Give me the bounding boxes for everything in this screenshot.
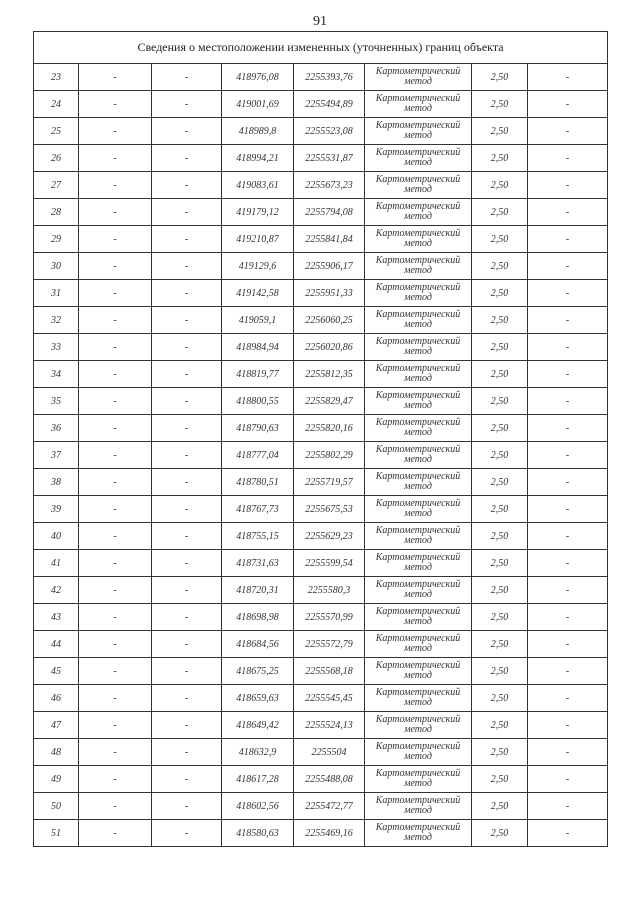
point-number-cell: 29 (34, 226, 79, 253)
method-cell: Картометрический метод (365, 739, 472, 766)
accuracy-cell: 2,50 (472, 442, 528, 469)
method-cell: Картометрический метод (365, 91, 472, 118)
prev-y-cell: - (152, 766, 222, 793)
method-cell: Картометрический метод (365, 64, 472, 91)
method-cell: Картометрический метод (365, 172, 472, 199)
accuracy-cell: 2,50 (472, 550, 528, 577)
method-cell: Картометрический метод (365, 361, 472, 388)
prev-y-cell: - (152, 496, 222, 523)
description-cell: - (528, 604, 608, 631)
accuracy-cell: 2,50 (472, 631, 528, 658)
x-coordinate-cell: 418580,63 (222, 820, 294, 847)
table-row (34, 307, 608, 334)
prev-y-cell: - (152, 685, 222, 712)
description-cell: - (528, 550, 608, 577)
prev-y-cell: - (152, 793, 222, 820)
table-row (34, 199, 608, 226)
method-cell: Картометрический метод (365, 469, 472, 496)
table-row (34, 523, 608, 550)
method-cell: Картометрический метод (365, 442, 472, 469)
method-cell: Картометрический метод (365, 334, 472, 361)
y-coordinate-cell: 2255719,57 (294, 469, 365, 496)
description-cell: - (528, 631, 608, 658)
table-row (34, 415, 608, 442)
y-coordinate-cell: 2255820,16 (294, 415, 365, 442)
x-coordinate-cell: 418777,04 (222, 442, 294, 469)
method-cell: Картометрический метод (365, 388, 472, 415)
point-number-cell: 23 (34, 64, 79, 91)
x-coordinate-cell: 419210,87 (222, 226, 294, 253)
point-number-cell: 28 (34, 199, 79, 226)
point-number-cell: 33 (34, 334, 79, 361)
description-cell: - (528, 253, 608, 280)
point-number-cell: 34 (34, 361, 79, 388)
accuracy-cell: 2,50 (472, 712, 528, 739)
prev-y-cell: - (152, 226, 222, 253)
y-coordinate-cell: 2255906,17 (294, 253, 365, 280)
method-cell: Картометрический метод (365, 415, 472, 442)
y-coordinate-cell: 2255580,3 (294, 577, 365, 604)
accuracy-cell: 2,50 (472, 739, 528, 766)
x-coordinate-cell: 418767,73 (222, 496, 294, 523)
description-cell: - (528, 172, 608, 199)
y-coordinate-cell: 2255802,29 (294, 442, 365, 469)
point-number-cell: 35 (34, 388, 79, 415)
prev-y-cell: - (152, 361, 222, 388)
prev-x-cell: - (79, 739, 152, 766)
description-cell: - (528, 388, 608, 415)
description-cell: - (528, 199, 608, 226)
x-coordinate-cell: 418976,08 (222, 64, 294, 91)
accuracy-cell: 2,50 (472, 307, 528, 334)
table-title: Сведения о местоположении измененных (уточненных) границ объекта (34, 32, 608, 64)
prev-y-cell: - (152, 820, 222, 847)
x-coordinate-cell: 418632,9 (222, 739, 294, 766)
boundary-table (33, 31, 608, 847)
accuracy-cell: 2,50 (472, 658, 528, 685)
accuracy-cell: 2,50 (472, 361, 528, 388)
prev-y-cell: - (152, 442, 222, 469)
accuracy-cell: 2,50 (472, 226, 528, 253)
table-row (34, 496, 608, 523)
method-cell: Картометрический метод (365, 307, 472, 334)
prev-x-cell: - (79, 793, 152, 820)
accuracy-cell: 2,50 (472, 388, 528, 415)
table-row (34, 145, 608, 172)
prev-x-cell: - (79, 64, 152, 91)
point-number-cell: 39 (34, 496, 79, 523)
prev-x-cell: - (79, 604, 152, 631)
prev-y-cell: - (152, 739, 222, 766)
y-coordinate-cell: 2255545,45 (294, 685, 365, 712)
prev-y-cell: - (152, 145, 222, 172)
x-coordinate-cell: 418675,25 (222, 658, 294, 685)
y-coordinate-cell: 2255673,23 (294, 172, 365, 199)
prev-x-cell: - (79, 685, 152, 712)
point-number-cell: 24 (34, 91, 79, 118)
x-coordinate-cell: 418800,55 (222, 388, 294, 415)
accuracy-cell: 2,50 (472, 415, 528, 442)
method-cell: Картометрический метод (365, 253, 472, 280)
table-row (34, 739, 608, 766)
accuracy-cell: 2,50 (472, 253, 528, 280)
method-cell: Картометрический метод (365, 712, 472, 739)
table-title-row (34, 32, 608, 64)
prev-y-cell: - (152, 577, 222, 604)
method-cell: Картометрический метод (365, 118, 472, 145)
method-cell: Картометрический метод (365, 793, 472, 820)
point-number-cell: 51 (34, 820, 79, 847)
point-number-cell: 50 (34, 793, 79, 820)
x-coordinate-cell: 418780,51 (222, 469, 294, 496)
table-row (34, 442, 608, 469)
method-cell: Картометрический метод (365, 496, 472, 523)
accuracy-cell: 2,50 (472, 820, 528, 847)
point-number-cell: 41 (34, 550, 79, 577)
y-coordinate-cell: 2255494,89 (294, 91, 365, 118)
point-number-cell: 49 (34, 766, 79, 793)
accuracy-cell: 2,50 (472, 172, 528, 199)
y-coordinate-cell: 2255629,23 (294, 523, 365, 550)
prev-x-cell: - (79, 199, 152, 226)
table-row (34, 64, 608, 91)
point-number-cell: 48 (34, 739, 79, 766)
table-row (34, 469, 608, 496)
description-cell: - (528, 91, 608, 118)
prev-x-cell: - (79, 334, 152, 361)
description-cell: - (528, 712, 608, 739)
description-cell: - (528, 334, 608, 361)
description-cell: - (528, 361, 608, 388)
prev-x-cell: - (79, 631, 152, 658)
description-cell: - (528, 415, 608, 442)
accuracy-cell: 2,50 (472, 280, 528, 307)
description-cell: - (528, 145, 608, 172)
prev-x-cell: - (79, 226, 152, 253)
table-row (34, 91, 608, 118)
y-coordinate-cell: 2255472,77 (294, 793, 365, 820)
prev-y-cell: - (152, 334, 222, 361)
description-cell: - (528, 820, 608, 847)
point-number-cell: 47 (34, 712, 79, 739)
description-cell: - (528, 766, 608, 793)
prev-x-cell: - (79, 118, 152, 145)
prev-x-cell: - (79, 766, 152, 793)
y-coordinate-cell: 2255531,87 (294, 145, 365, 172)
method-cell: Картометрический метод (365, 577, 472, 604)
y-coordinate-cell: 2255812,35 (294, 361, 365, 388)
description-cell: - (528, 685, 608, 712)
method-cell: Картометрический метод (365, 199, 472, 226)
prev-x-cell: - (79, 469, 152, 496)
prev-x-cell: - (79, 415, 152, 442)
x-coordinate-cell: 418755,15 (222, 523, 294, 550)
prev-y-cell: - (152, 469, 222, 496)
accuracy-cell: 2,50 (472, 766, 528, 793)
y-coordinate-cell: 2255841,84 (294, 226, 365, 253)
y-coordinate-cell: 2255568,18 (294, 658, 365, 685)
method-cell: Картометрический метод (365, 280, 472, 307)
x-coordinate-cell: 418602,56 (222, 793, 294, 820)
y-coordinate-cell: 2255570,99 (294, 604, 365, 631)
point-number-cell: 30 (34, 253, 79, 280)
prev-y-cell: - (152, 415, 222, 442)
x-coordinate-cell: 418698,98 (222, 604, 294, 631)
method-cell: Картометрический метод (365, 820, 472, 847)
x-coordinate-cell: 418720,31 (222, 577, 294, 604)
prev-y-cell: - (152, 64, 222, 91)
prev-y-cell: - (152, 388, 222, 415)
prev-x-cell: - (79, 658, 152, 685)
description-cell: - (528, 307, 608, 334)
point-number-cell: 44 (34, 631, 79, 658)
y-coordinate-cell: 2255469,16 (294, 820, 365, 847)
prev-y-cell: - (152, 253, 222, 280)
description-cell: - (528, 577, 608, 604)
description-cell: - (528, 658, 608, 685)
table-row (34, 388, 608, 415)
prev-x-cell: - (79, 388, 152, 415)
x-coordinate-cell: 419059,1 (222, 307, 294, 334)
prev-x-cell: - (79, 280, 152, 307)
accuracy-cell: 2,50 (472, 469, 528, 496)
prev-x-cell: - (79, 550, 152, 577)
x-coordinate-cell: 419142,58 (222, 280, 294, 307)
accuracy-cell: 2,50 (472, 496, 528, 523)
point-number-cell: 38 (34, 469, 79, 496)
x-coordinate-cell: 418659,63 (222, 685, 294, 712)
y-coordinate-cell: 2256020,86 (294, 334, 365, 361)
prev-x-cell: - (79, 496, 152, 523)
point-number-cell: 43 (34, 604, 79, 631)
x-coordinate-cell: 418994,21 (222, 145, 294, 172)
accuracy-cell: 2,50 (472, 91, 528, 118)
accuracy-cell: 2,50 (472, 793, 528, 820)
table-row (34, 550, 608, 577)
accuracy-cell: 2,50 (472, 577, 528, 604)
table-row (34, 577, 608, 604)
accuracy-cell: 2,50 (472, 145, 528, 172)
prev-y-cell: - (152, 550, 222, 577)
prev-x-cell: - (79, 145, 152, 172)
method-cell: Картометрический метод (365, 685, 472, 712)
prev-y-cell: - (152, 523, 222, 550)
method-cell: Картометрический метод (365, 604, 472, 631)
prev-x-cell: - (79, 523, 152, 550)
point-number-cell: 40 (34, 523, 79, 550)
prev-y-cell: - (152, 280, 222, 307)
method-cell: Картометрический метод (365, 523, 472, 550)
x-coordinate-cell: 418684,56 (222, 631, 294, 658)
prev-x-cell: - (79, 253, 152, 280)
x-coordinate-cell: 418819,77 (222, 361, 294, 388)
table-row (34, 253, 608, 280)
x-coordinate-cell: 418989,8 (222, 118, 294, 145)
prev-y-cell: - (152, 712, 222, 739)
prev-y-cell: - (152, 172, 222, 199)
prev-y-cell: - (152, 658, 222, 685)
table-row (34, 172, 608, 199)
prev-y-cell: - (152, 307, 222, 334)
prev-y-cell: - (152, 199, 222, 226)
x-coordinate-cell: 419001,69 (222, 91, 294, 118)
point-number-cell: 27 (34, 172, 79, 199)
description-cell: - (528, 118, 608, 145)
method-cell: Картометрический метод (365, 658, 472, 685)
point-number-cell: 31 (34, 280, 79, 307)
method-cell: Картометрический метод (365, 145, 472, 172)
prev-x-cell: - (79, 712, 152, 739)
y-coordinate-cell: 2255524,13 (294, 712, 365, 739)
accuracy-cell: 2,50 (472, 685, 528, 712)
method-cell: Картометрический метод (365, 226, 472, 253)
description-cell: - (528, 523, 608, 550)
table-row (34, 766, 608, 793)
point-number-cell: 42 (34, 577, 79, 604)
table-row (34, 226, 608, 253)
accuracy-cell: 2,50 (472, 199, 528, 226)
x-coordinate-cell: 418790,63 (222, 415, 294, 442)
y-coordinate-cell: 2255794,08 (294, 199, 365, 226)
table-row (34, 631, 608, 658)
table-row (34, 685, 608, 712)
table-row (34, 334, 608, 361)
description-cell: - (528, 739, 608, 766)
accuracy-cell: 2,50 (472, 523, 528, 550)
point-number-cell: 46 (34, 685, 79, 712)
prev-x-cell: - (79, 172, 152, 199)
description-cell: - (528, 280, 608, 307)
accuracy-cell: 2,50 (472, 118, 528, 145)
prev-y-cell: - (152, 631, 222, 658)
prev-x-cell: - (79, 820, 152, 847)
table-row (34, 793, 608, 820)
prev-x-cell: - (79, 91, 152, 118)
y-coordinate-cell: 2255675,53 (294, 496, 365, 523)
x-coordinate-cell: 419179,12 (222, 199, 294, 226)
prev-x-cell: - (79, 577, 152, 604)
accuracy-cell: 2,50 (472, 64, 528, 91)
page-number: 91 (313, 14, 327, 29)
x-coordinate-cell: 419129,6 (222, 253, 294, 280)
method-cell: Картометрический метод (365, 766, 472, 793)
table-row (34, 361, 608, 388)
y-coordinate-cell: 2255829,47 (294, 388, 365, 415)
table-row (34, 280, 608, 307)
x-coordinate-cell: 419083,61 (222, 172, 294, 199)
table-row (34, 712, 608, 739)
y-coordinate-cell: 2255572,79 (294, 631, 365, 658)
prev-y-cell: - (152, 118, 222, 145)
y-coordinate-cell: 2255488,08 (294, 766, 365, 793)
x-coordinate-cell: 418731,63 (222, 550, 294, 577)
y-coordinate-cell: 2255393,76 (294, 64, 365, 91)
x-coordinate-cell: 418617,28 (222, 766, 294, 793)
x-coordinate-cell: 418649,42 (222, 712, 294, 739)
y-coordinate-cell: 2256060,25 (294, 307, 365, 334)
description-cell: - (528, 793, 608, 820)
table-row (34, 820, 608, 847)
y-coordinate-cell: 2255504 (294, 739, 365, 766)
accuracy-cell: 2,50 (472, 604, 528, 631)
point-number-cell: 32 (34, 307, 79, 334)
point-number-cell: 26 (34, 145, 79, 172)
y-coordinate-cell: 2255523,08 (294, 118, 365, 145)
prev-x-cell: - (79, 442, 152, 469)
table-row (34, 118, 608, 145)
description-cell: - (528, 226, 608, 253)
y-coordinate-cell: 2255599,54 (294, 550, 365, 577)
point-number-cell: 37 (34, 442, 79, 469)
prev-x-cell: - (79, 307, 152, 334)
point-number-cell: 36 (34, 415, 79, 442)
prev-y-cell: - (152, 91, 222, 118)
description-cell: - (528, 469, 608, 496)
description-cell: - (528, 64, 608, 91)
prev-x-cell: - (79, 361, 152, 388)
x-coordinate-cell: 418984,94 (222, 334, 294, 361)
prev-y-cell: - (152, 604, 222, 631)
description-cell: - (528, 496, 608, 523)
table-row (34, 604, 608, 631)
method-cell: Картометрический метод (365, 550, 472, 577)
method-cell: Картометрический метод (365, 631, 472, 658)
y-coordinate-cell: 2255951,33 (294, 280, 365, 307)
table-row (34, 658, 608, 685)
accuracy-cell: 2,50 (472, 334, 528, 361)
point-number-cell: 25 (34, 118, 79, 145)
point-number-cell: 45 (34, 658, 79, 685)
description-cell: - (528, 442, 608, 469)
